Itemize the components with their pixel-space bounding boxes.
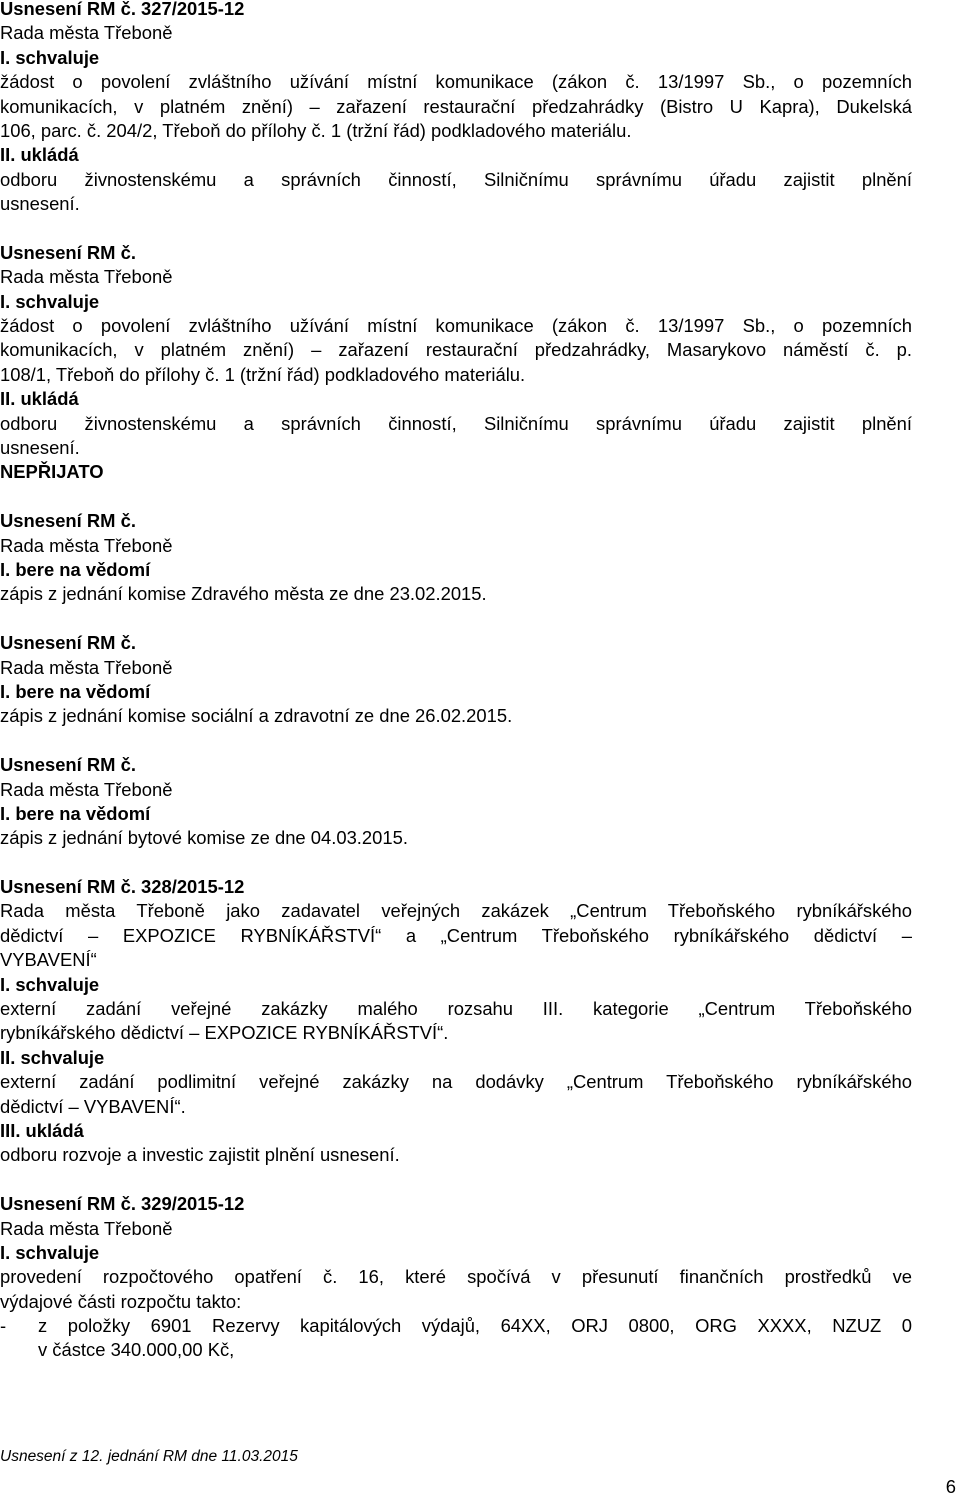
council-name: Rada města Třeboně: [0, 1217, 173, 1239]
resolution-327: [0, 0, 912, 217]
point-text: usnesení.: [0, 193, 80, 215]
council-name: Rada města Třeboně: [0, 534, 173, 556]
council-name: Rada města Třeboně: [0, 22, 173, 44]
intro-text: Rada města Třeboně jako zadavatel veřejných zakázek „Centrum Třeboňského rybníkářského: [0, 900, 912, 922]
point-label: I. schvaluje: [0, 1241, 100, 1263]
point-label: I. bere na vědomí: [0, 558, 151, 580]
point-text: 106, parc. č. 204/2, Třeboň do přílohy č. 1 (tržní řád) podkladového materiálu.: [0, 119, 632, 141]
point-text: externí zadání veřejné zakázky malého rozsahu III. kategorie „Centrum Třeboňského: [0, 998, 912, 1020]
point-label: II. ukládá: [0, 388, 79, 410]
resolution-heading: Usnesení RM č.: [0, 754, 136, 776]
point-text: 108/1, Třeboň do přílohy č. 1 (tržní řád) podkladového materiálu.: [0, 363, 526, 385]
point-label: I. bere na vědomí: [0, 802, 151, 824]
point-label: II. schvaluje: [0, 1046, 105, 1068]
point-text: rybníkářského dědictví – EXPOZICE RYBNÍKÁŘSTVÍ“.: [0, 1022, 449, 1044]
council-name: Rada města Třeboně: [0, 778, 173, 800]
point-text: dědictví – VYBAVENÍ“.: [0, 1095, 186, 1117]
council-name: Rada města Třeboně: [0, 266, 173, 288]
resolution-housing-commission: [0, 753, 912, 851]
resolution-329: [0, 1192, 912, 1363]
resolution-heading: Usnesení RM č. 329/2015-12: [0, 1193, 245, 1215]
intro-text: VYBAVENÍ“: [0, 949, 97, 971]
point-label: I. schvaluje: [0, 973, 100, 995]
point-text: komunikacích, v platném znění) – zařazení restaurační předzahrádky, Masarykovo náměstí č. p.: [0, 339, 912, 361]
point-label: III. ukládá: [0, 1119, 84, 1141]
page-footer: Usnesení z 12. jednání RM dne 11.03.2015: [0, 1448, 298, 1465]
point-label: I. bere na vědomí: [0, 680, 151, 702]
point-label: I. schvaluje: [0, 290, 100, 312]
point-text: zápis z jednání komise Zdravého města ze dne 23.02.2015.: [0, 583, 487, 605]
resolution-heading: Usnesení RM č.: [0, 632, 136, 654]
point-text: žádost o povolení zvláštního užívání místní komunikace (zákon č. 13/1997 Sb., o pozemních: [0, 71, 912, 93]
resolution-heading: Usnesení RM č. 328/2015-12: [0, 876, 245, 898]
bullet-item: [0, 1314, 912, 1338]
resolution-heading: Usnesení RM č. 327/2015-12: [0, 0, 245, 19]
status-rejected: NEPŘIJATO: [0, 461, 104, 483]
point-text: externí zadání podlimitní veřejné zakázky na dodávky „Centrum Třeboňského rybníkářského: [0, 1071, 912, 1093]
intro-text: dědictví – EXPOZICE RYBNÍKÁŘSTVÍ“ a „Centrum Třeboňského rybníkářského dědictví –: [0, 924, 912, 946]
resolution-328: [0, 875, 912, 1168]
bullet-text: z položky 6901 Rezervy kapitálových výdajů, 64XX, ORJ 0800, ORG XXXX, NZUZ 0: [38, 1315, 912, 1337]
point-text: žádost o povolení zvláštního užívání místní komunikace (zákon č. 13/1997 Sb., o pozemních: [0, 315, 912, 337]
point-text: zápis z jednání komise sociální a zdravotní ze dne 26.02.2015.: [0, 705, 513, 727]
point-text: výdajové části rozpočtu takto:: [0, 1290, 242, 1312]
resolution-rejected: [0, 241, 912, 485]
bullet-text-continued: v částce 340.000,00 Kč,: [38, 1339, 235, 1361]
point-text: komunikacích, v platném znění) – zařazení restaurační předzahrádky (Bistro U Kapra), Dukelská: [0, 95, 912, 117]
point-label: I. schvaluje: [0, 46, 100, 68]
point-text: zápis z jednání bytové komise ze dne 04.03.2015.: [0, 827, 408, 849]
point-text: provedení rozpočtového opatření č. 16, které spočívá v přesunutí finančních prostředků ve: [0, 1266, 912, 1288]
resolution-heading: Usnesení RM č.: [0, 510, 136, 532]
bullet-dash: -: [0, 1315, 7, 1337]
point-text: usnesení.: [0, 437, 80, 459]
resolution-social-commission: [0, 631, 912, 729]
point-text: odboru živnostenskému a správních činností, Silničnímu správnímu úřadu zajistit plnění: [0, 412, 912, 434]
point-text: odboru rozvoje a investic zajistit plnění usnesení.: [0, 1144, 400, 1166]
point-label: II. ukládá: [0, 144, 79, 166]
council-name: Rada města Třeboně: [0, 656, 173, 678]
point-text: odboru živnostenskému a správních činností, Silničnímu správnímu úřadu zajistit plnění: [0, 168, 912, 190]
page-number: 6: [945, 1476, 956, 1497]
resolution-heading: Usnesení RM č.: [0, 241, 136, 263]
resolution-healthy-city: [0, 509, 912, 607]
